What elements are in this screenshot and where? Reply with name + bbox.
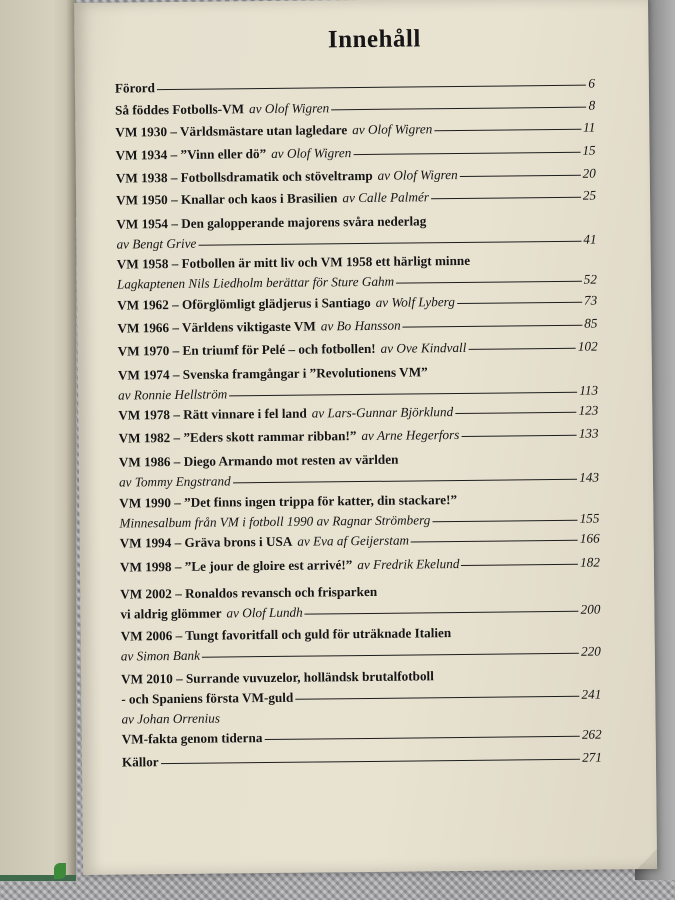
entry-title: VM 1978 – Rätt vinnare i fel land [118, 405, 307, 423]
entry-title: VM 1930 – Världsmästare utan lagledare [115, 122, 348, 140]
toc-entry [121, 665, 602, 730]
entry-author: Minnesalbum från VM i fotboll 1990 av Ragnar Strömberg [119, 512, 431, 531]
entry-title: VM 1990 – ”Det finns ingen trippa för katter, din stackare!” [119, 492, 458, 511]
toc-entry [118, 361, 598, 406]
entry-title: VM 1938 – Fotbollsdramatik och stöveltramp [115, 167, 373, 186]
entry-title: VM 1974 – Svenska framgångar i ”Revolutionens VM” [117, 364, 428, 383]
toc-entry [116, 164, 596, 189]
entry-author: av Olof Wigren [249, 100, 330, 117]
toc-entry [116, 186, 596, 211]
entry-title-continued: - och Spaniens första VM-guld [121, 689, 294, 707]
page-number: 123 [578, 402, 599, 418]
entry-author: Lagkaptenen Nils Liedholm berättar för Sture Gahm [116, 273, 395, 292]
entry-title: VM 1998 – ”Le jour de gloire est arrivé!” [119, 557, 353, 575]
entry-title-continued: vi aldrig glömmer [120, 605, 222, 622]
entry-title: VM 2010 – Surrande vuvuzelor, holländsk brutalfotboll [121, 668, 434, 687]
entry-title: VM 1982 – ”Eders skott rammar ribban!” [118, 428, 357, 446]
entry-author: av Arne Hegerfors [361, 426, 460, 444]
toc-entry [116, 210, 596, 255]
page-number: 182 [580, 554, 600, 570]
toc-entry [122, 748, 602, 773]
toc-entry [115, 118, 595, 143]
toc-entry [119, 448, 599, 493]
page-number: 262 [581, 726, 602, 742]
entry-author: av Olof Lundh [226, 604, 303, 621]
entry-title: VM 2006 – Tungt favoritfall och guld för uträknade Italien [120, 625, 452, 644]
leader-line [161, 759, 581, 764]
entry-author: av Fredrik Ekelund [357, 556, 460, 573]
entry-title: VM 1970 – En triumf för Pelé – och fotbollen! [117, 340, 376, 359]
leader-line [457, 302, 582, 304]
leader-line [468, 348, 576, 350]
toc-entry [117, 291, 597, 316]
toc-entry [120, 580, 600, 625]
leader-line [461, 564, 578, 566]
cover-detail [54, 863, 66, 879]
toc-entry [121, 622, 601, 667]
leader-line [157, 85, 586, 90]
leader-line [396, 281, 582, 284]
page-number: 143 [579, 469, 600, 485]
toc-entry [119, 489, 599, 534]
page-number: 241 [581, 686, 602, 702]
toc-entry [116, 141, 596, 166]
table-of-contents [114, 74, 603, 770]
page-number: 52 [583, 271, 598, 287]
page-number: 11 [583, 119, 596, 135]
leader-line [264, 736, 580, 740]
leader-line [455, 412, 576, 414]
entry-title: VM 1954 – Den galopperande majorens svåra nederlag [116, 213, 427, 232]
leader-line [331, 107, 586, 111]
entry-author: av Olof Wigren [352, 121, 433, 138]
leader-line [434, 129, 581, 132]
toc-entry [118, 337, 598, 362]
page-number: 220 [580, 643, 601, 659]
leader-line [431, 197, 581, 200]
leader-line [233, 479, 578, 484]
entry-title: VM-fakta genom tiderna [121, 730, 263, 747]
entry-title: VM 1994 – Gräva brons i USA [119, 533, 293, 551]
book-left-edge [0, 0, 76, 881]
toc-entry [122, 725, 602, 750]
entry-title: VM 1962 – Oförglömligt glädjerus i Santiago [117, 294, 371, 313]
entry-author: av Eva af Geijerstam [297, 532, 410, 549]
entry-title: VM 1934 – ”Vinn eller dö” [115, 146, 267, 163]
leader-line [229, 392, 577, 397]
entry-author: av Bo Hansson [320, 317, 401, 334]
entry-author: av Ove Kindvall [380, 339, 467, 356]
page-number: 41 [583, 231, 597, 247]
leader-line [461, 435, 576, 437]
toc-entry [120, 553, 600, 578]
entry-title: VM 1958 – Fotbollen är mitt liv och VM 1958 ett härligt minne [116, 252, 471, 272]
toc-entry [118, 424, 598, 449]
entry-author: av Bengt Grive [116, 235, 197, 252]
toc-entry [118, 401, 598, 426]
leader-line [353, 152, 580, 155]
entry-title: Källor [121, 754, 159, 770]
entry-author: av Olof Wigren [271, 145, 352, 161]
page-number: 133 [578, 425, 599, 441]
entry-title: VM 1966 – Världens viktigaste VM [117, 318, 316, 336]
leader-line [411, 540, 578, 543]
page-number: 85 [584, 315, 598, 331]
page-number: 73 [583, 292, 598, 308]
toc-entry [115, 96, 595, 121]
toc-entry [117, 314, 597, 339]
page-number: 25 [582, 187, 597, 203]
entry-title: Så föddes Fotbolls-VM [115, 101, 245, 118]
page-title: Innehåll [327, 25, 422, 54]
entry-author: av Johan Orrenius [121, 710, 220, 727]
page-number: 200 [580, 601, 601, 617]
page-number: 271 [582, 749, 603, 765]
toc-entry [120, 529, 600, 554]
leader-line [432, 520, 577, 523]
leader-line [403, 325, 583, 328]
entry-author: av Olof Wigren [377, 166, 458, 183]
entry-title: Förord [114, 80, 156, 96]
entry-title: VM 1950 – Knallar och kaos i Brasilien [116, 190, 338, 208]
page-number: 155 [579, 510, 600, 526]
page-number: 15 [582, 142, 596, 158]
entry-author: av Wolf Lyberg [375, 294, 455, 310]
toc-entry [117, 250, 597, 295]
entry-author: av Lars-Gunnar Björklund [311, 404, 454, 421]
entry-author: av Ronnie Hellström [118, 386, 228, 403]
page-number: 113 [579, 382, 599, 398]
entry-author: av Calle Palmér [342, 189, 429, 206]
page-corner [637, 849, 657, 869]
entry-author: av Simon Bank [120, 647, 201, 664]
page-number: 166 [579, 530, 600, 546]
page-number: 20 [582, 165, 596, 181]
leader-line [202, 653, 579, 658]
entry-author: av Tommy Engstrand [118, 473, 231, 490]
book-page [74, 0, 657, 875]
page-number: 6 [588, 75, 595, 91]
leader-line [460, 175, 581, 177]
leader-line [305, 611, 579, 615]
leader-line [295, 696, 579, 700]
page-number: 8 [588, 97, 596, 113]
entry-title: VM 2002 – Ronaldos revansch och frisparken [120, 583, 378, 602]
leader-line [198, 241, 581, 246]
page-number: 102 [577, 338, 598, 354]
entry-title: VM 1986 – Diego Armando mot resten av världen [118, 451, 399, 470]
toc-entry [115, 74, 595, 99]
